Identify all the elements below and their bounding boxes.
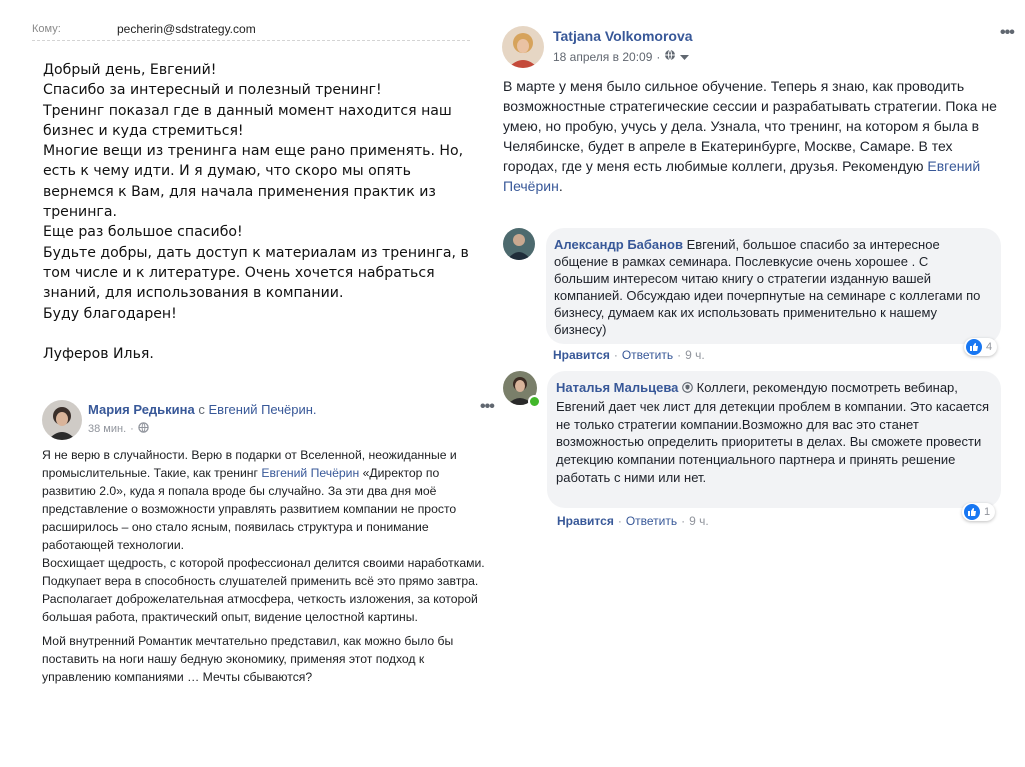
comment-author[interactable]: Наталья Мальцева	[556, 380, 679, 395]
shield-icon	[682, 380, 693, 398]
email-line: тренинга.	[43, 204, 117, 221]
post-body: В марте у меня было сильное обучение. Теперь я знаю, как проводить возможностные стратегические сессии и разрабатывать стратегии. Пока не умею, но пробую, учусь у дела. Узнала, что тренинг, на котором я была в Челябинске, будет в апреле в Екатеринбурге, Москве, Самаре. В тех городах, где у меня есть любимые коллеги, друзья. Рекомендую Евгений Печёрин.	[503, 78, 997, 194]
avatar[interactable]	[42, 400, 82, 440]
post-paragraph: Восхищает щедрость, с которой профессионал делится своими наработками. Подкупает вера в способность слушателей применить всё это прямо завтра. Располагает доброжелательная атмосфера, четкость изложения, за которой большая работа, практический опыт, видение целостной картины.	[42, 556, 485, 624]
email-signature: Луферов Илья.	[43, 345, 154, 362]
email-line: знаний, для использования в компании.	[43, 285, 344, 302]
email-line: бизнес и куда стремиться!	[43, 122, 244, 139]
comment-time[interactable]: 9 ч.	[689, 514, 709, 528]
comment-time[interactable]: 9 ч.	[685, 348, 705, 362]
reaction-count[interactable]: 4	[964, 338, 997, 356]
reaction-count[interactable]: 1	[962, 503, 995, 521]
post-options-icon[interactable]: •••	[1000, 24, 1014, 41]
meta-separator: ·	[656, 49, 661, 64]
comment-author[interactable]: Александр Бабанов	[554, 237, 683, 252]
post-header	[88, 402, 317, 417]
avatar[interactable]	[502, 26, 544, 68]
post-time[interactable]: 18 апреля в 20:09	[553, 49, 653, 64]
email-body	[43, 60, 473, 364]
email-to-label: Кому:	[32, 23, 61, 35]
post-paragraph: Я не верю в случайности. Верю в подарки от Вселенной, неожиданные и промыслительные. Такие, как тренинг Евгений Печёрин «Директор по развитию 2.0», куда я попала вроде бы случайно. За эти два дня моё представление о возможности управлять развитием компании не просто расширилось – оно стало ясным, появилась структура и понимание работающей технологии.	[42, 448, 457, 552]
thumbs-up-icon	[966, 339, 982, 355]
email-line: Буду благодарен!	[43, 305, 177, 322]
email-to-row	[32, 22, 470, 41]
email-to-address[interactable]: pecherin@sdstrategy.com	[117, 22, 256, 36]
author-name[interactable]: Tatjana Volkomorova	[553, 28, 693, 44]
email-line: Еще раз большое спасибо!	[43, 224, 243, 241]
globe-icon	[664, 49, 676, 64]
email-line: Добрый день, Евгений!	[43, 62, 217, 78]
post-meta	[553, 49, 689, 64]
thumbs-up-icon	[964, 504, 980, 520]
email-line: есть к чему идти. И я думаю, что скоро мы опять	[43, 163, 411, 180]
with-label: с	[198, 402, 205, 417]
email-line: Будьте добры, дать доступ к материалам из тренинга, в	[43, 244, 469, 261]
globe-icon	[138, 422, 149, 436]
reply-button[interactable]: Ответить	[625, 514, 678, 528]
online-status-dot	[528, 395, 541, 408]
comment-text: Евгений, большое спасибо за интересное общение в рамках семинара. Послевкусие очень хорошее . С большим интересом читаю книгу о стратегии изданную вашей компанией. Обсуждаю идеи почерпнутые на семинаре с коллегами по бизнесу, думаем как их использовать применительно к нашему бизнесу)	[554, 237, 981, 337]
like-button[interactable]: Нравится	[553, 348, 610, 362]
comment-actions: Нравится · Ответить · 9 ч.	[553, 348, 705, 362]
like-button[interactable]: Нравится	[557, 514, 614, 528]
post-paragraph: Мой внутренний Романтик мечтательно представил, как можно было бы поставить на ноги нашу бедную экономику, применяя этот подход к управлению компаниями … Мечты сбываются?	[42, 634, 454, 684]
email-line: Тренинг показал где в данный момент находится наш	[43, 102, 452, 119]
post-options-icon[interactable]: •••	[480, 398, 494, 415]
mention-link[interactable]: Евгений Печёрин	[503, 158, 981, 194]
reply-button[interactable]: Ответить	[621, 348, 674, 362]
comment-actions: Нравится · Ответить · 9 ч.	[557, 514, 709, 528]
mention-link[interactable]: Евгений Печёрин	[261, 466, 360, 480]
comment-text: Коллеги, рекомендую посмотреть вебинар, Евгений дает чек лист для детекции проблем в компании. Это касается не только стратегии компании.Возможно для вас это станет возможностью определить приоритеты в делах. Вы сможете провести детекцию компании потенциального партнера и принять решение работать с ними или нет.	[556, 380, 989, 485]
meta-separator: ·	[130, 423, 134, 435]
email-line: Спасибо за интересный и полезный тренинг!	[43, 82, 382, 99]
avatar[interactable]	[503, 228, 535, 260]
email-line: том числе и к литературе. Очень хочется набраться	[43, 264, 435, 281]
post-meta	[88, 422, 149, 436]
post-time[interactable]: 38 мин.	[88, 423, 127, 435]
comment-bubble	[547, 371, 1001, 508]
comment-bubble	[546, 228, 1001, 344]
author-name[interactable]: Мария Редькина	[88, 402, 195, 417]
post-body	[42, 446, 494, 686]
email-line: вернемся к Вам, для начала применения практик из	[43, 183, 436, 200]
chevron-down-icon[interactable]	[680, 50, 689, 64]
email-line: Многие вещи из тренинга нам еще рано применять. Но,	[43, 143, 464, 160]
tagged-user[interactable]: Евгений Печёрин.	[208, 402, 317, 417]
